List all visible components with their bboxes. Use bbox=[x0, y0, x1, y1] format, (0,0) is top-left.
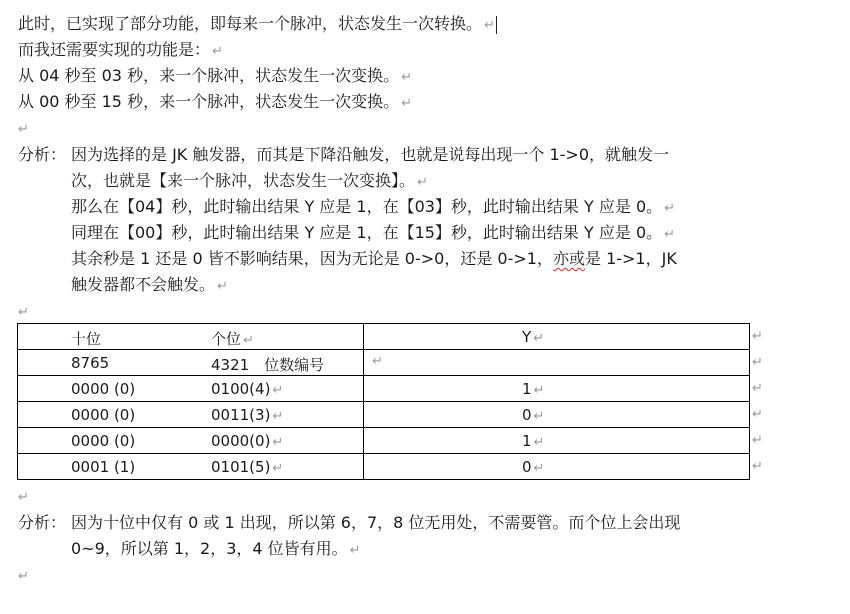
bit-index-tens: 8765 bbox=[71, 354, 110, 372]
table-row bbox=[18, 376, 750, 402]
paragraph-1: 此时，已实现了部分功能，即每来一个脉冲，状态发生一次转换。 ↵ bbox=[18, 14, 495, 33]
row-end-mark-icon: ↵ bbox=[752, 459, 763, 474]
row-end-mark-icon: ↵ bbox=[752, 329, 763, 344]
row-end-mark-icon: ↵ bbox=[752, 381, 763, 396]
paragraph-mark-icon: ↵ bbox=[272, 409, 284, 424]
table-cell[interactable] bbox=[18, 454, 364, 480]
analysis-1-line-5: 其余秒是 1 还是 0 皆不影响结果，因为无论是 0->0，还是 0->1，亦或是 1->1，JK bbox=[71, 249, 677, 268]
table-cell[interactable] bbox=[364, 454, 750, 480]
table-subheader-row bbox=[18, 350, 750, 376]
paragraph-3: 从 04 秒至 03 秒，来一个脉冲，状态发生一次变换。 ↵ bbox=[18, 66, 412, 85]
table-row bbox=[18, 428, 750, 454]
empty-paragraph bbox=[18, 562, 29, 588]
analysis-label: 分析： bbox=[18, 513, 67, 532]
cell-tens: 0000 (0) bbox=[71, 406, 136, 424]
table-cell[interactable] bbox=[364, 376, 750, 402]
table-row bbox=[18, 454, 750, 480]
cell-tens: 0001 (1) bbox=[71, 458, 136, 476]
paragraph-mark-icon: ↵ bbox=[484, 18, 495, 33]
table-cell[interactable] bbox=[18, 324, 364, 350]
analysis-1-line-2: 次，也就是【来一个脉冲，状态发生一次变换】。 ↵ bbox=[71, 171, 428, 190]
paragraph-mark-icon: ↵ bbox=[533, 461, 545, 476]
analysis-1-line-6: 触发器都不会触发。 ↵ bbox=[71, 275, 228, 294]
analysis-1-line-4: 同理在【00】秒，此时输出结果 Y 应是 1，在【15】秒，此时输出结果 Y 应是 0。 ↵ bbox=[71, 223, 676, 242]
paragraph-mark-icon: ↵ bbox=[401, 96, 412, 111]
table-header-row bbox=[18, 324, 750, 350]
table-cell[interactable] bbox=[364, 402, 750, 428]
header-tens: 十位 bbox=[71, 330, 102, 348]
table-cell[interactable] bbox=[364, 428, 750, 454]
cell-tens: 0000 (0) bbox=[71, 432, 136, 450]
analysis-2-line-1: 分析： 因为十位中仅有 0 或 1 出现，所以第 6，7，8 位无用处，不需要管。而个位上会出现 bbox=[18, 510, 680, 536]
paragraph-2: 而我还需要实现的功能是： ↵ bbox=[18, 40, 223, 59]
paragraph-mark-icon: ↵ bbox=[417, 175, 428, 190]
paragraph-mark-icon: ↵ bbox=[533, 331, 545, 346]
cell-tens: 0000 (0) bbox=[71, 380, 136, 398]
truth-table bbox=[17, 323, 750, 480]
row-end-mark-icon: ↵ bbox=[752, 355, 763, 370]
cell-ones: 0000(0) ↵ bbox=[211, 432, 284, 450]
row-end-mark-icon: ↵ bbox=[752, 433, 763, 448]
row-end-mark-icon: ↵ bbox=[752, 407, 763, 422]
paragraph-mark-icon: ↵ bbox=[212, 44, 223, 59]
cell-ones: 0100(4) ↵ bbox=[211, 380, 284, 398]
table-cell[interactable] bbox=[18, 428, 364, 454]
cell-ones: 0101(5) ↵ bbox=[211, 458, 284, 476]
header-y: Y ↵ bbox=[522, 328, 545, 346]
paragraph-mark-icon: ↵ bbox=[18, 122, 29, 137]
paragraph-mark-icon: ↵ bbox=[217, 279, 228, 294]
paragraph-mark-icon: ↵ bbox=[533, 409, 545, 424]
header-ones: 个位 ↵ bbox=[211, 330, 254, 348]
text-cursor bbox=[496, 16, 497, 34]
paragraph-mark-icon: ↵ bbox=[664, 201, 676, 216]
paragraph-mark-icon: ↵ bbox=[243, 333, 254, 348]
table-cell[interactable] bbox=[18, 350, 364, 376]
paragraph-mark-icon: ↵ bbox=[272, 461, 284, 476]
paragraph-mark-icon: ↵ bbox=[533, 383, 545, 398]
table-cell[interactable] bbox=[18, 402, 364, 428]
paragraph-mark-icon: ↵ bbox=[664, 227, 676, 242]
table-cell[interactable] bbox=[364, 350, 750, 376]
paragraph-mark-icon: ↵ bbox=[18, 569, 29, 584]
empty-paragraph bbox=[18, 483, 29, 509]
table-cell[interactable] bbox=[18, 376, 364, 402]
paragraph-mark-icon: ↵ bbox=[533, 435, 545, 450]
analysis-label: 分析： bbox=[18, 145, 67, 164]
cell-y: 1 ↵ bbox=[522, 432, 545, 450]
paragraph-mark-icon: ↵ bbox=[18, 305, 29, 320]
cell-y: 0 ↵ bbox=[522, 458, 545, 476]
analysis-1-line-1: 分析： 因为选择的是 JK 触发器，而其是下降沿触发，也就是说每出现一个 1->0，就触发一 bbox=[18, 142, 669, 168]
paragraph-4: 从 00 秒至 15 秒，来一个脉冲，状态发生一次变换。 ↵ bbox=[18, 92, 412, 111]
bit-index-ones: 4321 位数编号 bbox=[211, 356, 325, 374]
spellcheck-underlined-word[interactable]: 亦或 bbox=[552, 249, 585, 268]
paragraph-mark-icon: ↵ bbox=[18, 490, 29, 505]
analysis-1-line-3: 那么在【04】秒，此时输出结果 Y 应是 1，在【03】秒，此时输出结果 Y 应是 0。 ↵ bbox=[71, 197, 676, 216]
empty-paragraph bbox=[18, 298, 29, 324]
paragraph-mark-icon: ↵ bbox=[272, 435, 284, 450]
paragraph-mark-icon: ↵ bbox=[401, 70, 412, 85]
empty-paragraph bbox=[18, 115, 29, 141]
paragraph-mark-icon: ↵ bbox=[372, 354, 383, 369]
table-row bbox=[18, 402, 750, 428]
paragraph-mark-icon: ↵ bbox=[349, 543, 361, 558]
analysis-2-line-2: 0~9，所以第 1，2，3，4 位皆有用。 ↵ bbox=[71, 539, 361, 558]
cell-ones: 0011(3) ↵ bbox=[211, 406, 284, 424]
table-cell[interactable] bbox=[364, 324, 750, 350]
cell-y: 1 ↵ bbox=[522, 380, 545, 398]
paragraph-mark-icon: ↵ bbox=[272, 383, 284, 398]
cell-y: 0 ↵ bbox=[522, 406, 545, 424]
